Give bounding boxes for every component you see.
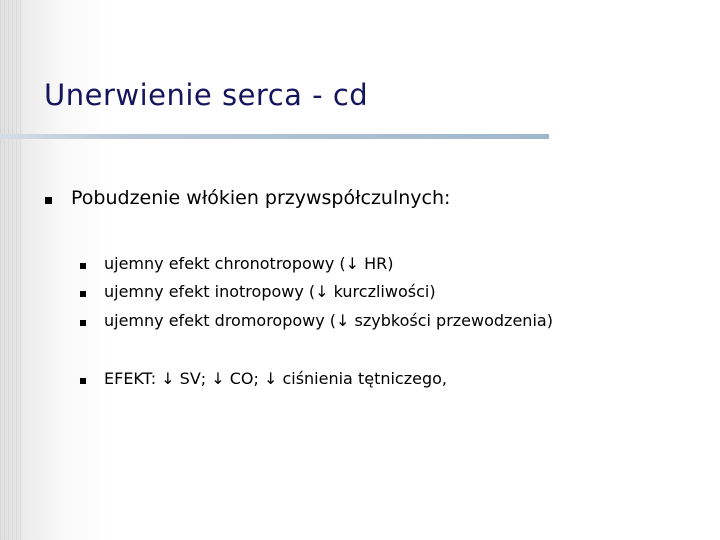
decorative-stripes [0, 0, 22, 540]
bullet-icon [80, 378, 86, 384]
bullet-icon [80, 263, 86, 269]
bullet-icon [45, 197, 52, 204]
sub-point-chronotropic: ujemny efekt chronotropowy (↓ HR) [104, 254, 394, 273]
title-divider [0, 134, 549, 139]
main-point: Pobudzenie włókien przywspółczulnych: [71, 187, 451, 209]
sub-point-inotropic: ujemny efekt inotropowy (↓ kurczliwości) [104, 282, 436, 301]
effect-summary: EFEKT: ↓ SV; ↓ CO; ↓ ciśnienia tętniczego, [104, 369, 447, 388]
slide-title: Unerwienie serca - cd [44, 78, 369, 112]
bullet-icon [80, 291, 86, 297]
bullet-icon [80, 320, 86, 326]
sub-point-dromotropic: ujemny efekt dromoropowy (↓ szybkości przewodzenia) [104, 311, 553, 330]
